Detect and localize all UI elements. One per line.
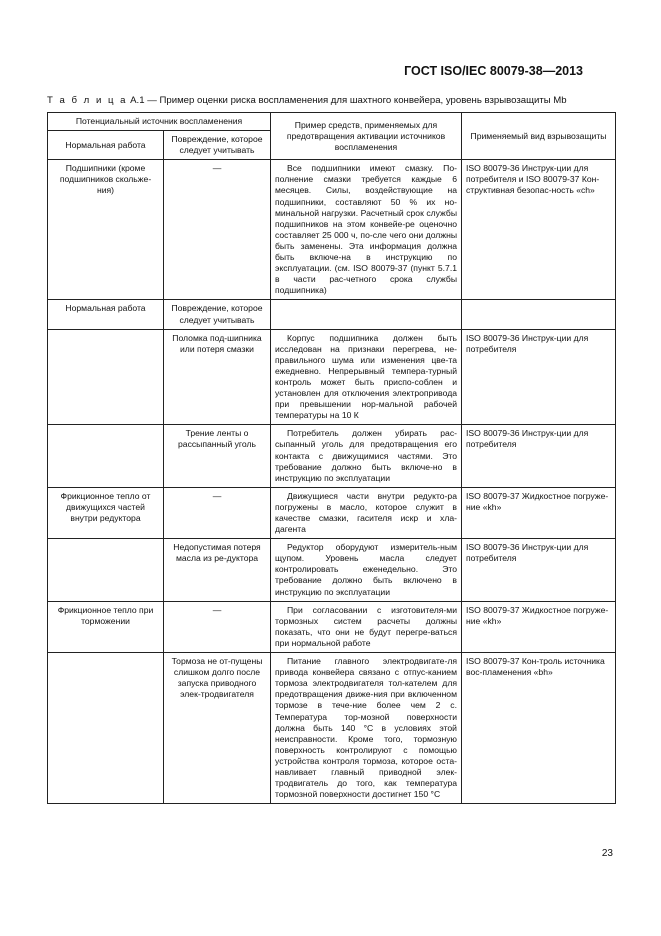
cell-damage: Повреждение, которое следует учитывать [164, 300, 271, 329]
cell-means: Редуктор оборудуют измеритель-ным щупом. Уровень масла следует контролировать еженедельно. Это требование должно быть включено в инструкцию по эксплуатации [271, 539, 462, 601]
cell-damage: Поломка под-шипника или потеря смазки [164, 329, 271, 425]
cell-means: Все подшипники имеют смазку. По-полнение смазки требуется каждые 6 месяцев. Силы, воздействующие на подшипники, составляют 50 % их но-минальной нагрузки. Расчетный срок службы подшипников на этом конвейе-ре оценочно составляет 25 000 ч, по-сле чего они должны быть заменены. Эта информация должна быть включе-на в инструкцию по эксплуатации. (см. ISO 80079-37 (пункт 5.7.1 в части рас-четного срока службы подшипника) [271, 160, 462, 300]
table-row [48, 160, 616, 300]
standard-header: ГОСТ ISO/IEC 80079-38—2013 [404, 64, 583, 78]
cell-damage: — [164, 160, 271, 300]
cell-damage: — [164, 487, 271, 538]
cell-means: Движущиеся части внутри редукто-ра погружены в масло, которое служит в качестве смазки, гасителя искр и хла-дагента [271, 487, 462, 538]
header-normal-operation: Нормальная работа [48, 131, 164, 160]
table-caption [47, 95, 567, 106]
table-row [48, 539, 616, 601]
cell-means: При согласовании с изготовителя-ми тормозных систем расчеты должны показать, что они не будут перегре-ваться при нормальной работе [271, 601, 462, 652]
cell-protection: ISO 80079-37 Кон-троль источника вос-пламенения «bh» [462, 653, 616, 804]
cell-normal: Подшипники (кроме подшипников скольже-ния) [48, 160, 164, 300]
cell-means: Питание главного электродвигате-ля привода конвейера связано с отпус-канием тормоза электродвигателя тол-кателем для предотвращения движе-ния при включенном тормозе в тече-ние более чем 2 с. Температура тор-мозной поверхности должна быть 140 °С в условиях этой неисправности. Кроме того, тормозную поверхность контролируют с помощью устройства контроля тормоза, которое оста-навливает главный приводной элек-тродвигатель до того, как температура тормозной поверхности достигнет 150 °С [271, 653, 462, 804]
cell-normal [48, 539, 164, 601]
cell-normal: Фрикционное тепло при торможении [48, 601, 164, 652]
header-ignition-source: Потенциальный источник воспламенения [48, 113, 271, 131]
table-row [48, 653, 616, 804]
cell-protection: ISO 80079-36 Инструк-ции для потребителя и ISO 80079-37 Кон-структивная безопас-ность «ch» [462, 160, 616, 300]
caption-text: А.1 — Пример оценки риска воспламенения для шахтного конвейера, уровень взрывозащиты Mb [127, 95, 567, 106]
cell-protection: ISO 80079-37 Жидкостное погруже-ние «kh» [462, 487, 616, 538]
cell-damage: — [164, 601, 271, 652]
caption-label: Т а б л и ц а [47, 95, 128, 106]
cell-means: Потребитель должен убирать рас-сыпанный уголь для предотвращения его контакта с движущимися частями. Это требование должно быть включе-но в инструкцию по эксплуатации [271, 425, 462, 487]
cell-protection: ISO 80079-36 Инструк-ции для потребителя [462, 539, 616, 601]
table-row [48, 300, 616, 329]
cell-protection [462, 300, 616, 329]
table-header-row [48, 113, 616, 131]
cell-protection: ISO 80079-36 Инструк-ции для потребителя [462, 329, 616, 425]
cell-normal: Нормальная работа [48, 300, 164, 329]
header-damage: Повреждение, которое следует учитывать [164, 131, 271, 160]
cell-damage: Трение ленты о рассыпанный уголь [164, 425, 271, 487]
cell-normal [48, 329, 164, 425]
header-protection-type: Применяемый вид взрывозащиты [462, 113, 616, 160]
cell-protection: ISO 80079-37 Жидкостное погруже-ние «kh» [462, 601, 616, 652]
cell-normal: Фрикционное тепло от движущихся частей внутри редуктора [48, 487, 164, 538]
cell-protection: ISO 80079-36 Инструк-ции для потребителя [462, 425, 616, 487]
table-row [48, 425, 616, 487]
cell-damage: Недопустимая потеря масла из ре-дуктора [164, 539, 271, 601]
table-row [48, 329, 616, 425]
cell-means: Корпус подшипника должен быть исследован на признаки перегрева, не-правильного шума или изменения цве-та ежедневно. Непрерывный темпера-турный контроль может быть приспо-соблен и установлен для отключения электропривода при превышении нор-мальной рабочей температуры на 10 К [271, 329, 462, 425]
cell-damage: Тормоза не от-пущены слишком долго после запуска приводного элек-тродвигателя [164, 653, 271, 804]
table-row [48, 601, 616, 652]
cell-normal [48, 425, 164, 487]
risk-assessment-table [47, 112, 616, 804]
cell-means [271, 300, 462, 329]
page-number: 23 [601, 848, 613, 859]
table-row [48, 487, 616, 538]
header-prevention-means: Пример средств, применяемых для предотвращения активации источников воспламенения [271, 113, 462, 160]
cell-normal [48, 653, 164, 804]
